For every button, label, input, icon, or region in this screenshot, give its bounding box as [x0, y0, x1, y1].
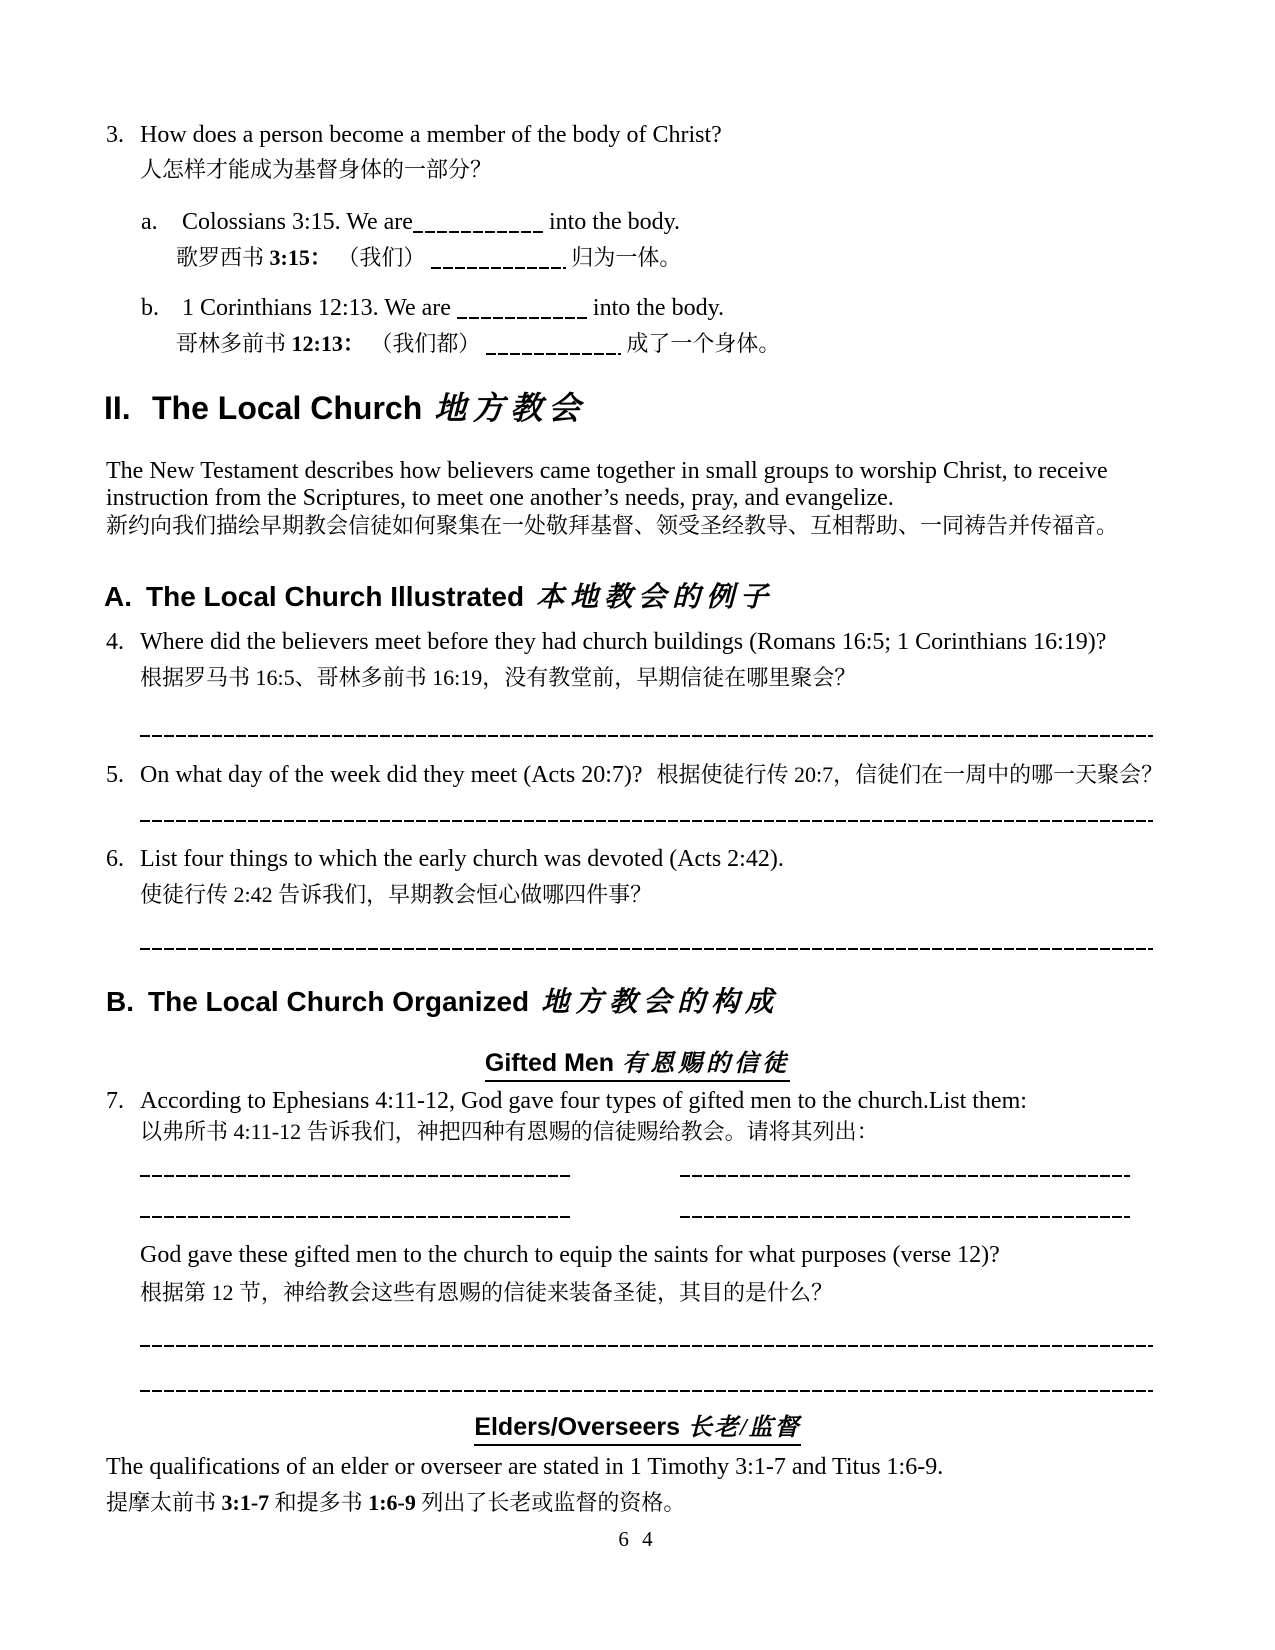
question-3a-post: into the body.	[542, 209, 681, 235]
question-3b-zh-verse: 12:13：	[291, 331, 365, 356]
question-3b-zh-mid: （我们都）	[364, 331, 486, 356]
elders-overseers-heading-underline	[474, 1413, 800, 1446]
section-a-title-en: The Local Church Illustrated	[146, 581, 525, 612]
answer-rule	[680, 1175, 1130, 1177]
question-6-number: 6.	[106, 846, 124, 872]
elders-zh-pre: 提摩太前书	[106, 1490, 222, 1515]
question-3b-post: into the body.	[586, 295, 725, 321]
question-3a-zh-mid: （我们）	[331, 245, 431, 270]
answer-blank	[486, 353, 621, 355]
page-number: 6 4	[618, 1527, 657, 1551]
question-6	[106, 844, 784, 874]
question-3b-pre: 1 Corinthians 12:13. We are	[182, 295, 457, 321]
question-3a-zh-verse: 3:15：	[269, 245, 332, 270]
section-ii-title-en: The Local Church	[152, 390, 423, 426]
question-3-text-zh: 人怎样才能成为基督身体的一部分？	[140, 157, 493, 182]
elders-zh-post: 列出了长老或监督的资格。	[415, 1490, 686, 1515]
question-4	[106, 627, 1106, 657]
question-5-text-zh: 根据使徒行传 20:7，信徒们在一周中的哪一天聚会？	[656, 762, 1164, 787]
answer-rule	[140, 1345, 1153, 1347]
question-3a-label: a.	[141, 209, 158, 235]
question-3a-pre: Colossians 3:15. We are	[182, 209, 413, 235]
question-3a-zh-book: 歌罗西书	[176, 245, 270, 270]
question-3a-line-en	[141, 207, 680, 237]
gifted-men-heading	[0, 1048, 1275, 1079]
question-3b-zh-post: 成了一个身体。	[620, 331, 781, 356]
section-b-title-zh: 地方教会的构成	[541, 987, 780, 1018]
question-6-text-en: List four things to which the early church was devoted (Acts 2:42).	[140, 846, 784, 872]
section-ii-number: II.	[104, 390, 131, 426]
section-ii-heading	[104, 388, 586, 428]
question-7-text-en: According to Ephesians 4:11-12, God gave four types of gifted men to the church.List them:	[140, 1088, 1027, 1114]
answer-rule	[680, 1216, 1130, 1218]
question-3a-zh-post: 归为一体。	[565, 245, 682, 270]
question-7-text-zh: 以弗所书 4:11-12 告诉我们，神把四种有恩赐的信徒赐给教会。请将其列出：	[140, 1119, 879, 1144]
question-4-text-zh: 根据罗马书 16:5、哥林多前书 16:19，没有教堂前，早期信徒在哪里聚会？	[140, 665, 857, 690]
elders-zh-verse-2: 1:6-9	[368, 1490, 416, 1515]
question-3b-line-en	[141, 293, 724, 323]
section-ii-title-zh: 地方教会	[434, 390, 587, 426]
question-7-followup-zh: 根据第 12 节，神给教会这些有恩赐的信徒来装备圣徒，其目的是什么？	[140, 1280, 834, 1305]
question-4-text-en: Where did the believers meet before they had church buildings (Romans 16:5; 1 Corinthians 16:19)?	[140, 629, 1107, 655]
answer-blank	[413, 231, 543, 233]
section-a-number: A.	[104, 581, 132, 612]
question-3b-line-zh	[176, 330, 780, 358]
section-a-title-zh: 本地教会的例子	[536, 582, 775, 613]
elders-overseers-title-en: Elders/Overseers	[474, 1413, 681, 1441]
section-a-heading	[104, 579, 774, 615]
intro-paragraph-en-line1: The New Testament describes how believers came together in small groups to worship Christ, to receive	[106, 458, 1108, 484]
elders-zh-mid: 和提多书	[269, 1490, 369, 1515]
gifted-men-title-zh: 有恩赐的信徒	[622, 1051, 791, 1077]
answer-rule	[140, 1216, 570, 1218]
answer-blank	[431, 267, 566, 269]
question-4-number: 4.	[106, 629, 124, 655]
gifted-men-heading-underline	[485, 1049, 790, 1082]
question-5-text-en: On what day of the week did they meet (Acts 20:7)?	[140, 762, 643, 788]
question-3b-label: b.	[141, 295, 159, 321]
question-3b-zh-book: 哥林多前书	[176, 331, 292, 356]
section-b-number: B.	[106, 986, 134, 1017]
answer-blank	[457, 317, 587, 319]
answer-rule	[140, 820, 1153, 822]
elders-paragraph-zh	[106, 1489, 685, 1517]
intro-paragraph-zh: 新约向我们描绘早期教会信徒如何聚集在一处敬拜基督、领受圣经教导、互相帮助、一同祷告并传福音。	[106, 513, 1119, 538]
question-3-text-en: How does a person become a member of the body of Christ?	[140, 122, 722, 148]
section-b-title-en: The Local Church Organized	[148, 986, 530, 1017]
answer-rule	[140, 1390, 1153, 1392]
gifted-men-title-en: Gifted Men	[484, 1049, 615, 1077]
question-7-number: 7.	[106, 1088, 124, 1114]
question-5-number: 5.	[106, 762, 124, 788]
question-5	[106, 760, 1163, 790]
question-3a-line-zh	[176, 244, 681, 272]
elders-overseers-heading	[0, 1412, 1275, 1443]
elders-overseers-title-zh: 长老/监督	[688, 1415, 801, 1441]
question-3-number: 3.	[106, 122, 124, 148]
elders-paragraph-en: The qualifications of an elder or overseer are stated in 1 Timothy 3:1-7 and Titus 1:6-9.	[106, 1454, 944, 1480]
question-7-followup-en: God gave these gifted men to the church to equip the saints for what purposes (verse 12)?	[140, 1242, 1000, 1268]
answer-rule	[140, 948, 1153, 950]
elders-zh-verse-1: 3:1-7	[221, 1490, 270, 1515]
intro-paragraph-en-line2: instruction from the Scriptures, to meet one another’s needs, pray, and evangelize.	[106, 485, 894, 511]
question-7	[106, 1086, 1027, 1116]
answer-rule	[140, 735, 1153, 737]
section-b-heading	[106, 984, 779, 1020]
question-6-text-zh: 使徒行传 2:42 告诉我们，早期教会恒心做哪四件事？	[140, 882, 653, 907]
question-3	[106, 120, 722, 150]
answer-rule	[140, 1175, 570, 1177]
